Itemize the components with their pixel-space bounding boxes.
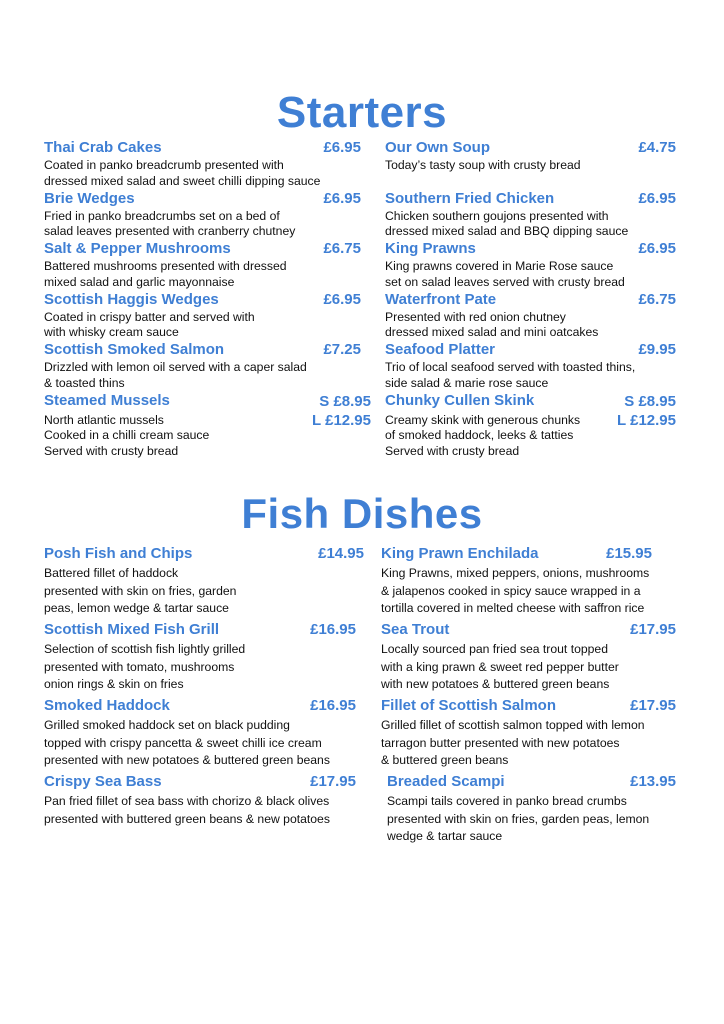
item-description: Fried in panko breadcrumbs set on a bed of salad leaves presented with cranberry chutney	[44, 208, 296, 238]
menu-item	[44, 240, 361, 291]
item-description: Coated in crispy batter and served with with whisky cream sauce	[44, 309, 255, 339]
item-price: £15.95	[606, 545, 652, 562]
starters-right-column	[385, 139, 676, 458]
item-price: £4.75	[638, 139, 676, 156]
item-name: Sea Trout	[381, 621, 450, 638]
item-price: £6.95	[323, 189, 361, 207]
fish-left-column	[44, 545, 364, 849]
menu-item	[385, 139, 676, 190]
item-description: Scampi tails covered in panko bread crumbs presented with skin on fries, garden peas, lemon wedge & tartar sauce	[387, 794, 650, 843]
item-description: King Prawns, mixed peppers, onions, mushrooms & jalapenos cooked in spicy sauce wrapped in a tortilla covered in melted cheese with saffron rice	[381, 566, 650, 615]
item-name: King Prawn Enchilada	[381, 545, 539, 562]
item-description: Pan fried fillet of sea bass with chorizo & black olives presented with buttered green beans & new potatoes	[44, 794, 330, 826]
item-name: Salt & Pepper Mushrooms	[44, 240, 231, 257]
menu-item	[44, 621, 364, 697]
item-description: Battered fillet of haddock presented with skin on fries, garden peas, lemon wedge & tartar sauce	[44, 566, 237, 615]
item-description: Trio of local seafood served with toasted thins, side salad & marie rose sauce	[385, 360, 636, 390]
item-name: King Prawns	[385, 240, 476, 257]
menu-item	[381, 697, 676, 773]
item-price: £6.95	[638, 189, 676, 207]
item-name: Waterfront Pate	[385, 290, 497, 308]
menu-item	[44, 139, 361, 190]
item-name: Seafood Platter	[385, 341, 496, 358]
item-name: Steamed Mussels	[44, 391, 170, 409]
item-price: £14.95	[318, 545, 364, 562]
item-name: Chunky Cullen Skink	[385, 391, 535, 409]
item-price: £9.95	[638, 341, 676, 358]
menu-item-mussels	[44, 391, 371, 458]
item-description: Grilled smoked haddock set on black pudding topped with crispy pancetta & sweet chilli ice cream presented with new potatoes & buttered green beans	[44, 718, 330, 767]
item-name: Fillet of Scottish Salmon	[381, 697, 557, 714]
item-price: £17.95	[310, 773, 356, 790]
item-name: Brie Wedges	[44, 189, 135, 207]
item-description: Selection of scottish fish lightly grilled presented with tomato, mushrooms onion rings & skin on fries	[44, 642, 246, 691]
item-name: Breaded Scampi	[387, 773, 505, 790]
item-description: King prawns covered in Marie Rose sauce set on salad leaves served with crusty bread	[385, 259, 625, 289]
item-price: £6.95	[323, 290, 361, 308]
fish-dishes-heading: Fish Dishes	[241, 490, 483, 537]
item-price: £7.25	[323, 341, 361, 358]
item-price: £16.95	[310, 697, 356, 714]
fish-right-column	[381, 545, 676, 849]
item-name: Scottish Mixed Fish Grill	[44, 621, 220, 638]
item-description: Drizzled with lemon oil served with a caper salad & toasted thins	[44, 360, 307, 390]
item-price: £17.95	[630, 697, 676, 714]
menu-item	[385, 190, 676, 241]
menu-item	[44, 697, 364, 773]
menu-item	[44, 291, 361, 342]
item-description: North atlantic mussels Cooked in a chilli cream sauce Served with crusty bread	[44, 412, 210, 458]
item-price-sizes: S £8.95 L £12.95	[617, 392, 676, 429]
menu-item	[381, 621, 676, 697]
item-price-sizes: S £8.95 L £12.95	[312, 392, 371, 429]
menu-item	[44, 773, 364, 849]
item-description: Locally sourced pan fried sea trout topped with a king prawn & sweet red pepper butter with new potatoes & buttered green beans	[381, 642, 619, 691]
item-name: Posh Fish and Chips	[44, 545, 193, 562]
item-description: Today’s tasty soup with crusty bread	[385, 158, 581, 172]
item-name: Scottish Haggis Wedges	[44, 290, 219, 308]
item-name: Crispy Sea Bass	[44, 773, 162, 790]
item-price: £6.95	[323, 139, 361, 156]
item-price: £17.95	[630, 621, 676, 638]
item-description: Presented with red onion chutney dressed mixed salad and mini oatcakes	[385, 309, 599, 339]
menu-item-skink	[385, 391, 676, 458]
item-description: Coated in panko breadcrumb presented with dressed mixed salad and sweet chilli dipping sauce	[44, 158, 321, 188]
menu-item	[44, 190, 361, 241]
item-description: Battered mushrooms presented with dressed mixed salad and garlic mayonnaise	[44, 259, 287, 289]
menu-item	[385, 291, 676, 342]
item-price: £6.75	[638, 290, 676, 308]
item-price: £6.95	[638, 240, 676, 257]
starters-left-column	[44, 139, 371, 458]
item-name: Scottish Smoked Salmon	[44, 341, 225, 358]
menu-item	[385, 341, 676, 392]
item-name: Thai Crab Cakes	[44, 139, 162, 156]
menu-item	[381, 773, 676, 849]
item-description: Chicken southern goujons presented with dressed mixed salad and BBQ dipping sauce	[385, 208, 629, 238]
item-name: Our Own Soup	[385, 139, 490, 156]
item-name: Smoked Haddock	[44, 697, 170, 714]
menu-item	[44, 545, 364, 621]
menu-item	[44, 341, 361, 392]
item-price: £13.95	[630, 773, 676, 790]
item-price: £16.95	[310, 621, 356, 638]
item-description: Grilled fillet of scottish salmon topped with lemon tarragon butter presented with new potatoes & buttered green beans	[381, 718, 645, 767]
menu-item	[385, 240, 676, 291]
item-name: Southern Fried Chicken	[385, 189, 555, 207]
starters-heading: Starters	[276, 88, 448, 137]
item-description: Creamy skink with generous chunks of smoked haddock, leeks & tatties Served with crusty bread	[385, 412, 581, 458]
menu-item	[381, 545, 676, 621]
item-price: £6.75	[323, 240, 361, 257]
